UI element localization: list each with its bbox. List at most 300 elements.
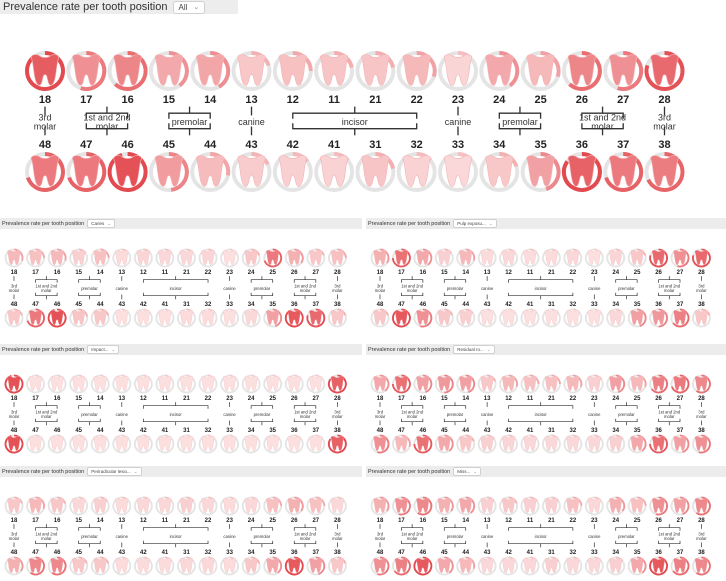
tooth-shape xyxy=(652,558,665,573)
tooth-icon[interactable] xyxy=(329,376,346,393)
tooth-icon[interactable] xyxy=(135,310,152,327)
tooth-icon[interactable] xyxy=(221,310,238,327)
tooth-icon[interactable] xyxy=(457,436,474,453)
tooth-icon[interactable] xyxy=(481,53,517,89)
tooth-icon[interactable] xyxy=(27,498,44,515)
tooth-shape xyxy=(481,558,494,573)
tooth-icon[interactable] xyxy=(457,558,474,575)
group-label: premolar xyxy=(253,285,271,291)
tooth-icon[interactable] xyxy=(49,310,66,327)
tooth-icon[interactable] xyxy=(436,250,453,267)
tooth-shape xyxy=(309,376,322,391)
tooth-icon[interactable] xyxy=(156,436,173,453)
lower-tooth-number: 44 xyxy=(462,302,470,309)
tooth-icon[interactable] xyxy=(479,310,496,327)
tooth-icon[interactable] xyxy=(178,558,195,575)
tooth-icon[interactable] xyxy=(234,154,270,190)
tooth-icon[interactable] xyxy=(650,376,667,393)
tooth-icon[interactable] xyxy=(156,558,173,575)
lower-tooth-number: 38 xyxy=(658,138,671,151)
tooth-icon[interactable] xyxy=(27,154,63,190)
tooth-icon[interactable] xyxy=(414,498,431,515)
tooth-shape xyxy=(502,250,515,265)
tooth-icon[interactable] xyxy=(357,53,393,89)
tooth-shape xyxy=(223,436,236,451)
tooth-icon[interactable] xyxy=(672,310,689,327)
tooth-icon[interactable] xyxy=(27,53,63,89)
lower-tooth-number: 42 xyxy=(140,428,147,435)
tooth-icon[interactable] xyxy=(329,310,346,327)
tooth-icon[interactable] xyxy=(178,310,195,327)
group-label: 1st and 2nd molar xyxy=(658,531,681,541)
upper-tooth-number: 24 xyxy=(612,518,620,524)
lower-tooth-number: 46 xyxy=(419,550,427,557)
upper-tooth-number: 16 xyxy=(419,396,427,402)
tooth-icon[interactable] xyxy=(151,154,187,190)
tooth-icon[interactable] xyxy=(192,154,228,190)
tooth-icon[interactable] xyxy=(393,436,410,453)
tooth-icon[interactable] xyxy=(200,250,217,267)
tooth-icon[interactable] xyxy=(113,376,130,393)
tooth-shape xyxy=(279,55,307,86)
lower-tooth-number: 38 xyxy=(698,428,705,435)
tooth-icon[interactable] xyxy=(440,53,476,89)
tooth-icon[interactable] xyxy=(200,558,217,575)
tooth-icon[interactable] xyxy=(414,250,431,267)
tooth-icon[interactable] xyxy=(68,154,104,190)
tooth-icon[interactable] xyxy=(399,154,435,190)
tooth-icon[interactable] xyxy=(500,558,517,575)
lower-tooth-number: 48 xyxy=(38,138,52,151)
group-label: premolar xyxy=(171,117,208,128)
tooth-icon[interactable] xyxy=(113,250,130,267)
tooth-icon[interactable] xyxy=(264,436,281,453)
tooth-icon[interactable] xyxy=(629,436,646,453)
lower-tooth-number: 43 xyxy=(245,138,258,151)
tooth-icon[interactable] xyxy=(586,310,603,327)
tooth-shape xyxy=(7,250,20,265)
tooth-icon[interactable] xyxy=(243,558,260,575)
tooth-icon[interactable] xyxy=(264,250,281,267)
tooth-icon[interactable] xyxy=(200,376,217,393)
tooth-shape xyxy=(137,376,150,391)
tooth-icon[interactable] xyxy=(307,558,324,575)
tooth-icon[interactable] xyxy=(543,558,560,575)
tooth-icon[interactable] xyxy=(156,250,173,267)
tooth-icon[interactable] xyxy=(316,154,352,190)
tooth-icon[interactable] xyxy=(178,250,195,267)
tooth-icon[interactable] xyxy=(436,310,453,327)
tooth-icon[interactable] xyxy=(113,310,130,327)
tooth-icon[interactable] xyxy=(49,558,66,575)
tooth-icon[interactable] xyxy=(693,310,710,327)
tooth-icon[interactable] xyxy=(307,310,324,327)
tooth-icon[interactable] xyxy=(440,154,476,190)
tooth-icon[interactable] xyxy=(92,376,109,393)
tooth-shape xyxy=(438,498,451,513)
tooth-icon[interactable] xyxy=(522,376,539,393)
tooth-icon[interactable] xyxy=(92,310,109,327)
tooth-icon[interactable] xyxy=(672,558,689,575)
tooth-icon[interactable] xyxy=(27,558,44,575)
tooth-icon[interactable] xyxy=(243,310,260,327)
tooth-icon[interactable] xyxy=(372,498,389,515)
tooth-shape xyxy=(201,376,214,391)
tooth-icon[interactable] xyxy=(113,436,130,453)
tooth-icon[interactable] xyxy=(650,250,667,267)
tooth-icon[interactable] xyxy=(693,558,710,575)
upper-tooth-number: 27 xyxy=(676,396,684,402)
tooth-icon[interactable] xyxy=(629,376,646,393)
tooth-icon[interactable] xyxy=(92,498,109,515)
tooth-icon[interactable] xyxy=(523,154,559,190)
tooth-icon[interactable] xyxy=(479,558,496,575)
tooth-icon[interactable] xyxy=(286,310,303,327)
tooth-icon[interactable] xyxy=(607,436,624,453)
tooth-icon[interactable] xyxy=(68,53,104,89)
group-label: 1st and 2nd molar xyxy=(401,409,424,419)
tooth-icon[interactable] xyxy=(135,558,152,575)
tooth-shape xyxy=(309,310,322,325)
group-label: canine xyxy=(238,117,265,128)
tooth-icon[interactable] xyxy=(27,436,44,453)
tooth-icon[interactable] xyxy=(92,250,109,267)
group-bracket xyxy=(79,280,101,283)
tooth-icon[interactable] xyxy=(70,498,87,515)
tooth-icon[interactable] xyxy=(156,310,173,327)
tooth-icon[interactable] xyxy=(372,436,389,453)
tooth-icon[interactable] xyxy=(607,498,624,515)
tooth-icon[interactable] xyxy=(629,498,646,515)
tooth-icon[interactable] xyxy=(135,250,152,267)
tooth-icon[interactable] xyxy=(307,376,324,393)
tooth-icon[interactable] xyxy=(522,558,539,575)
tooth-icon[interactable] xyxy=(564,436,581,453)
group-label: canine xyxy=(444,117,472,128)
tooth-icon[interactable] xyxy=(264,558,281,575)
tooth-icon[interactable] xyxy=(316,53,352,89)
tooth-shape xyxy=(201,498,214,513)
tooth-shape xyxy=(288,376,301,391)
tooth-icon[interactable] xyxy=(49,436,66,453)
group-bracket xyxy=(401,406,422,409)
tooth-icon[interactable] xyxy=(393,250,410,267)
tooth-icon[interactable] xyxy=(564,498,581,515)
tooth-icon[interactable] xyxy=(221,376,238,393)
tooth-icon[interactable] xyxy=(307,250,324,267)
tooth-icon[interactable] xyxy=(436,498,453,515)
tooth-icon[interactable] xyxy=(500,310,517,327)
tooth-icon[interactable] xyxy=(479,436,496,453)
tooth-icon[interactable] xyxy=(399,53,435,89)
tooth-icon[interactable] xyxy=(457,250,474,267)
lower-tooth-number: 41 xyxy=(526,428,534,435)
lower-tooth-number: 37 xyxy=(312,302,320,309)
tooth-icon[interactable] xyxy=(479,498,496,515)
tooth-icon[interactable] xyxy=(607,558,624,575)
tooth-icon[interactable] xyxy=(564,310,581,327)
upper-tooth-number: 12 xyxy=(140,518,147,524)
upper-tooth-number: 17 xyxy=(32,270,39,276)
tooth-icon[interactable] xyxy=(481,154,517,190)
tooth-icon[interactable] xyxy=(564,53,600,89)
tooth-icon[interactable] xyxy=(372,376,389,393)
tooth-icon[interactable] xyxy=(135,436,152,453)
tooth-icon[interactable] xyxy=(564,154,600,190)
upper-tooth-number: 24 xyxy=(612,396,620,402)
tooth-icon[interactable] xyxy=(650,558,667,575)
tooth-shape xyxy=(652,436,665,451)
group-label: premolar xyxy=(81,285,98,291)
tooth-icon[interactable] xyxy=(564,558,581,575)
group-bracket xyxy=(444,419,465,422)
tooth-icon[interactable] xyxy=(393,558,410,575)
tooth-icon[interactable] xyxy=(221,558,238,575)
tooth-shape xyxy=(395,436,408,451)
tooth-icon[interactable] xyxy=(672,498,689,515)
tooth-shape xyxy=(29,250,42,265)
tooth-shape xyxy=(481,498,494,513)
tooth-icon[interactable] xyxy=(234,53,270,89)
tooth-icon[interactable] xyxy=(329,558,346,575)
tooth-icon[interactable] xyxy=(329,498,346,515)
tooth-icon[interactable] xyxy=(672,436,689,453)
tooth-icon[interactable] xyxy=(264,498,281,515)
tooth-icon[interactable] xyxy=(221,436,238,453)
lower-tooth-number: 31 xyxy=(548,550,555,557)
tooth-icon[interactable] xyxy=(113,558,130,575)
upper-tooth-number: 22 xyxy=(569,396,577,402)
tooth-icon[interactable] xyxy=(543,250,560,267)
tooth-icon[interactable] xyxy=(586,558,603,575)
tooth-icon[interactable] xyxy=(586,498,603,515)
tooth-icon[interactable] xyxy=(693,250,710,267)
tooth-icon[interactable] xyxy=(543,498,560,515)
tooth-icon[interactable] xyxy=(605,53,641,89)
upper-tooth-number: 22 xyxy=(204,270,212,276)
tooth-icon[interactable] xyxy=(6,376,23,393)
tooth-icon[interactable] xyxy=(243,498,260,515)
tooth-icon[interactable] xyxy=(264,310,281,327)
group-bracket xyxy=(294,541,316,544)
tooth-icon[interactable] xyxy=(264,376,281,393)
tooth-icon[interactable] xyxy=(135,376,152,393)
tooth-icon[interactable] xyxy=(200,436,217,453)
tooth-icon[interactable] xyxy=(522,436,539,453)
tooth-icon[interactable] xyxy=(6,436,23,453)
tooth-icon[interactable] xyxy=(243,436,260,453)
tooth-icon[interactable] xyxy=(6,558,23,575)
tooth-icon[interactable] xyxy=(479,376,496,393)
upper-tooth-number: 27 xyxy=(312,396,320,402)
tooth-icon[interactable] xyxy=(357,154,393,190)
tooth-icon[interactable] xyxy=(192,53,228,89)
tooth-icon[interactable] xyxy=(275,154,311,190)
tooth-icon[interactable] xyxy=(607,250,624,267)
tooth-icon[interactable] xyxy=(543,436,560,453)
tooth-icon[interactable] xyxy=(178,498,195,515)
tooth-icon[interactable] xyxy=(92,558,109,575)
tooth-icon[interactable] xyxy=(6,310,23,327)
tooth-icon[interactable] xyxy=(286,436,303,453)
main-tooth-chart xyxy=(0,0,726,200)
tooth-icon[interactable] xyxy=(70,310,87,327)
tooth-icon[interactable] xyxy=(393,310,410,327)
lower-tooth-number: 32 xyxy=(204,302,212,309)
mini-tooth-chart xyxy=(0,344,362,464)
tooth-icon[interactable] xyxy=(286,250,303,267)
tooth-icon[interactable] xyxy=(329,250,346,267)
tooth-icon[interactable] xyxy=(457,310,474,327)
tooth-icon[interactable] xyxy=(49,498,66,515)
tooth-icon[interactable] xyxy=(543,376,560,393)
tooth-shape xyxy=(266,436,279,451)
tooth-icon[interactable] xyxy=(372,310,389,327)
tooth-icon[interactable] xyxy=(110,154,146,190)
tooth-icon[interactable] xyxy=(607,310,624,327)
tooth-icon[interactable] xyxy=(523,53,559,89)
tooth-icon[interactable] xyxy=(522,310,539,327)
tooth-icon[interactable] xyxy=(414,436,431,453)
tooth-icon[interactable] xyxy=(436,376,453,393)
tooth-icon[interactable] xyxy=(200,310,217,327)
tooth-icon[interactable] xyxy=(414,376,431,393)
group-label: 3rd molar xyxy=(332,409,343,419)
lower-tooth-number: 35 xyxy=(269,428,277,435)
tooth-icon[interactable] xyxy=(6,498,23,515)
upper-tooth-number: 15 xyxy=(440,518,448,524)
upper-tooth-number: 23 xyxy=(590,270,598,276)
tooth-icon[interactable] xyxy=(27,310,44,327)
tooth-icon[interactable] xyxy=(479,250,496,267)
tooth-icon[interactable] xyxy=(607,376,624,393)
tooth-icon[interactable] xyxy=(564,376,581,393)
tooth-icon[interactable] xyxy=(436,558,453,575)
tooth-icon[interactable] xyxy=(414,310,431,327)
tooth-icon[interactable] xyxy=(156,376,173,393)
tooth-icon[interactable] xyxy=(372,250,389,267)
lower-tooth-number: 32 xyxy=(569,550,577,557)
tooth-icon[interactable] xyxy=(522,498,539,515)
tooth-icon[interactable] xyxy=(500,376,517,393)
upper-tooth-number: 22 xyxy=(204,396,212,402)
tooth-icon[interactable] xyxy=(629,310,646,327)
tooth-icon[interactable] xyxy=(178,376,195,393)
tooth-icon[interactable] xyxy=(393,376,410,393)
tooth-icon[interactable] xyxy=(372,558,389,575)
tooth-icon[interactable] xyxy=(307,498,324,515)
tooth-icon[interactable] xyxy=(647,154,683,190)
tooth-icon[interactable] xyxy=(221,250,238,267)
tooth-icon[interactable] xyxy=(586,436,603,453)
tooth-icon[interactable] xyxy=(92,436,109,453)
tooth-icon[interactable] xyxy=(27,250,44,267)
tooth-icon[interactable] xyxy=(275,53,311,89)
tooth-icon[interactable] xyxy=(500,436,517,453)
group-bracket xyxy=(401,541,422,544)
tooth-icon[interactable] xyxy=(543,310,560,327)
tooth-icon[interactable] xyxy=(70,436,87,453)
mini-panel-title: Prevalence rate per tooth position xyxy=(2,220,85,227)
tooth-icon[interactable] xyxy=(693,436,710,453)
tooth-shape xyxy=(523,250,536,265)
tooth-icon[interactable] xyxy=(221,498,238,515)
lower-tooth-number: 47 xyxy=(398,428,405,435)
tooth-icon[interactable] xyxy=(110,53,146,89)
tooth-icon[interactable] xyxy=(286,376,303,393)
tooth-icon[interactable] xyxy=(693,376,710,393)
tooth-icon[interactable] xyxy=(27,376,44,393)
tooth-icon[interactable] xyxy=(200,498,217,515)
tooth-icon[interactable] xyxy=(522,250,539,267)
tooth-icon[interactable] xyxy=(650,436,667,453)
upper-tooth-number: 12 xyxy=(505,396,512,402)
tooth-icon[interactable] xyxy=(414,558,431,575)
tooth-shape xyxy=(223,498,236,513)
tooth-icon[interactable] xyxy=(393,498,410,515)
group-bracket xyxy=(509,419,573,422)
tooth-shape xyxy=(180,310,193,325)
dropdown-value: Caries xyxy=(91,221,105,226)
tooth-icon[interactable] xyxy=(243,250,260,267)
tooth-icon[interactable] xyxy=(693,498,710,515)
tooth-icon[interactable] xyxy=(586,250,603,267)
tooth-icon[interactable] xyxy=(672,250,689,267)
tooth-icon[interactable] xyxy=(178,436,195,453)
tooth-icon[interactable] xyxy=(49,250,66,267)
tooth-icon[interactable] xyxy=(113,498,130,515)
tooth-icon[interactable] xyxy=(307,436,324,453)
tooth-icon[interactable] xyxy=(6,250,23,267)
tooth-icon[interactable] xyxy=(49,376,66,393)
lower-tooth-number: 36 xyxy=(655,302,662,309)
group-label: 3rd molar xyxy=(374,283,386,293)
tooth-icon[interactable] xyxy=(500,498,517,515)
tooth-icon[interactable] xyxy=(70,558,87,575)
group-label: 1st and 2nd molar xyxy=(83,112,131,132)
tooth-icon[interactable] xyxy=(586,376,603,393)
tooth-icon[interactable] xyxy=(436,436,453,453)
tooth-icon[interactable] xyxy=(243,376,260,393)
tooth-icon[interactable] xyxy=(70,376,87,393)
tooth-shape xyxy=(29,558,42,573)
tooth-icon[interactable] xyxy=(286,558,303,575)
tooth-icon[interactable] xyxy=(457,376,474,393)
tooth-icon[interactable] xyxy=(650,498,667,515)
tooth-icon[interactable] xyxy=(457,498,474,515)
lower-tooth-number: 32 xyxy=(204,428,212,435)
tooth-icon[interactable] xyxy=(156,498,173,515)
tooth-icon[interactable] xyxy=(672,376,689,393)
tooth-icon[interactable] xyxy=(500,250,517,267)
tooth-icon[interactable] xyxy=(329,436,346,453)
tooth-icon[interactable] xyxy=(629,250,646,267)
tooth-icon[interactable] xyxy=(564,250,581,267)
tooth-shape xyxy=(155,156,183,187)
tooth-icon[interactable] xyxy=(135,498,152,515)
upper-tooth-number: 15 xyxy=(162,93,176,106)
tooth-icon[interactable] xyxy=(286,498,303,515)
tooth-icon[interactable] xyxy=(650,310,667,327)
tooth-icon[interactable] xyxy=(605,154,641,190)
tooth-icon[interactable] xyxy=(629,558,646,575)
upper-tooth-number: 21 xyxy=(183,518,190,524)
tooth-icon[interactable] xyxy=(151,53,187,89)
tooth-shape xyxy=(481,376,494,391)
tooth-shape xyxy=(545,498,558,513)
tooth-icon[interactable] xyxy=(70,250,87,267)
tooth-icon[interactable] xyxy=(647,53,683,89)
